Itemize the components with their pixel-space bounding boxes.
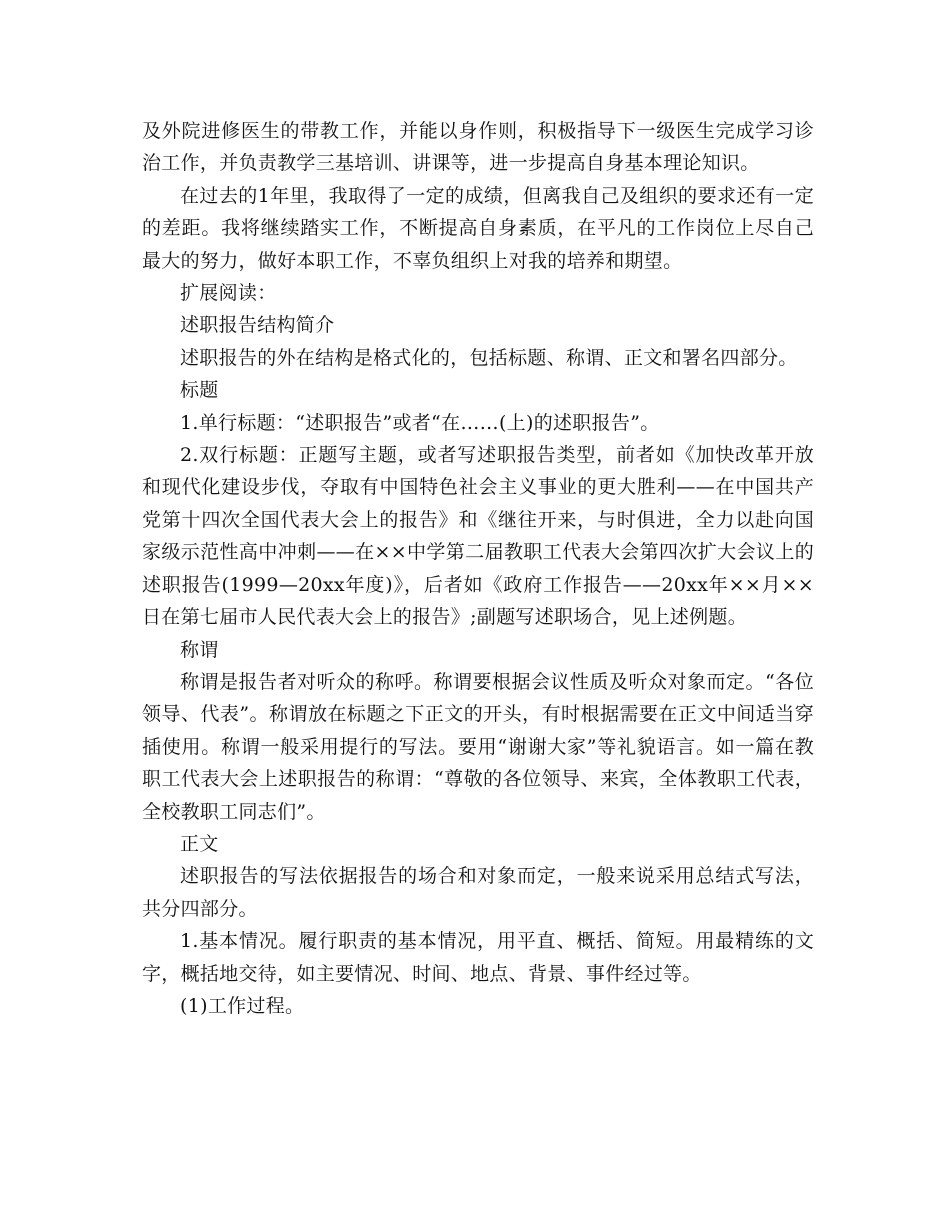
heading-salutation: 称谓: [180, 638, 219, 661]
paragraph-summary: 在过去的1年里，我取得了一定的成绩，但离我自己及组织的要求还有一定的差距。我将继续踏实工作，不断提高自身素质，在平凡的工作岗位上尽自己最大的努力，做好本职工作，不辜负组织上对我的培养和期望。: [142, 184, 814, 272]
heading-structure-intro: 述职报告结构简介: [180, 314, 335, 337]
paragraph-salutation: 称谓是报告者对听众的称呼。称谓要根据会议性质及听众对象而定。“各位领导、代表”。称谓放在标题之下正文的开头，有时根据需要在正文中间适当穿插使用。称谓一般采用提行的写法。要用“谢谢大家”等礼貌语言。如一篇在教职工代表大会上述职报告的称谓：“尊敬的各位领导、来宾，全体教职工代表，全校教职工同志们”。: [142, 670, 814, 823]
paragraph-double-title: 2.双行标题：正题写主题，或者写述职报告类型，前者如《加快改革开放和现代化建设步伐，夺取有中国特色社会主义事业的更大胜利——在中国共产党第十四次全国代表大会上的报告》和《继往开来，与时俱进，全力以赴向国家级示范性高中冲刺——在××中学第二届教职工代表大会第四次扩大会议上的述职报告(1999—20xx年度)》，后者如《政府工作报告——20xx年××月××日在第七届市人民代表大会上的报告》;副题写述职场合，见上述例题。: [142, 444, 814, 629]
heading-title: 标题: [180, 379, 219, 402]
paragraph-main-text: 述职报告的写法依据报告的场合和对象而定，一般来说采用总结式写法，共分四部分。: [142, 865, 814, 920]
paragraph-basic-situation: 1.基本情况。履行职责的基本情况，用平直、概括、简短。用最精练的文字，概括地交待，如主要情况、时间、地点、背景、事件经过等。: [142, 930, 814, 985]
heading-extended-reading: 扩展阅读：: [180, 282, 277, 305]
paragraph-work-process: (1)工作过程。: [180, 994, 305, 1017]
paragraph-structure: 述职报告的外在结构是格式化的，包括标题、称谓、正文和署名四部分。: [180, 346, 798, 369]
paragraph-single-title: 1.单行标题：“述职报告”或者“在……(上)的述职报告”。: [180, 411, 660, 434]
paragraph-continuation: 及外院进修医生的带教工作，并能以身作则，积极指导下一级医生完成学习诊治工作，并负责教学三基培训、讲课等，进一步提高自身基本理论知识。: [142, 120, 814, 175]
document-body: [142, 115, 814, 1022]
heading-main-text: 正文: [180, 832, 219, 855]
